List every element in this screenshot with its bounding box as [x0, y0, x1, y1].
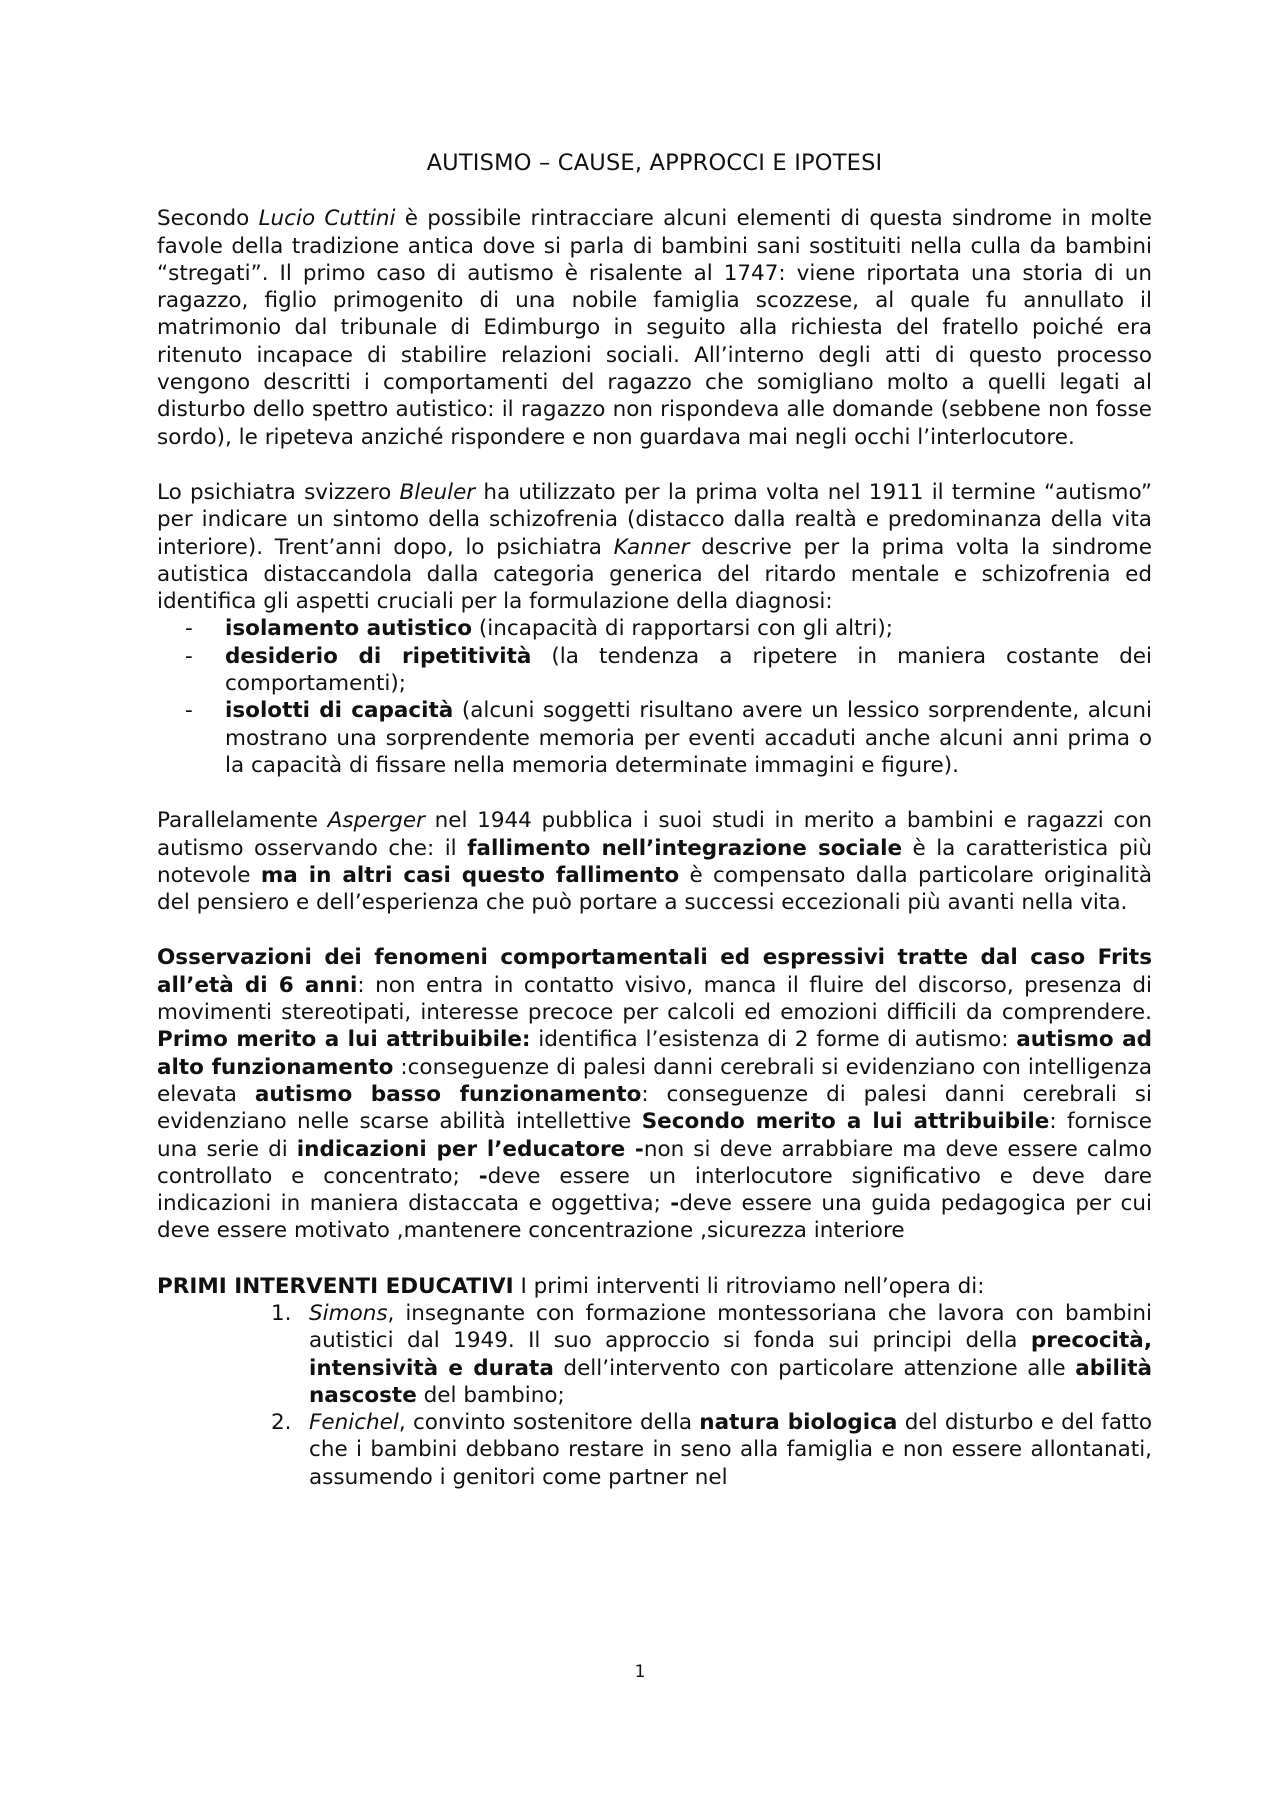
bold-term: - [670, 1191, 680, 1217]
text: I primi interventi li ritroviamo nell’opera di: [513, 1273, 985, 1299]
text: , insegnante con formazione montessoriana che lavora con bambini autistici dal 1949. Il suo approccio si fonda sui principi della [309, 1300, 1152, 1354]
author-name: Lucio Cuttini [258, 206, 396, 232]
text: : non entra in contatto visivo, manca il fluire del discorso, presenza di movimenti stereotipati, interesse precoce per calcoli ed emozioni difficili da comprendere. [157, 972, 1152, 1026]
list-item [157, 615, 1152, 642]
text: Secondo [157, 206, 259, 232]
bold-term: Osservazioni dei fenomeni comportamentali ed espressivi tratte dal caso Frits all’età di 6 anni [157, 945, 1152, 998]
page-number: 1 [634, 1662, 646, 1682]
text: è compensato dalla particolare originalità del pensiero e dell’esperienza che può portare a successi eccezionali più avanti nella vita. [157, 862, 1152, 916]
list-item [157, 697, 1152, 779]
list-item [157, 1300, 1152, 1409]
text: (alcuni soggetti risultano avere un lessico sorprendente, alcuni mostrano una sorprendente memoria per eventi accaduti anche alcuni anni prima o la capacità di fissare nella memoria determinate immagini e figure). [225, 698, 1152, 778]
text: ha utilizzato per la prima volta nel 1911 il termine “autismo” per indicare un sintomo della schizofrenia (distacco dalla realtà e predominanza della vita interiore). Trent’anni dopo, lo psichiatra [157, 479, 1153, 560]
text: , convinto sostenitore della [398, 1410, 700, 1436]
text: deve essere una guida pedagogica per cui deve essere motivato ,mantenere concentrazione ,sicurezza interiore [157, 1191, 1152, 1244]
number-marker: 2. [271, 1410, 292, 1436]
text: : fornisce una serie di [157, 1109, 1152, 1162]
text: (incapacità di rapportarsi con gli altri); [472, 616, 894, 642]
bold-term: Secondo merito a lui attribuibile [641, 1109, 1050, 1135]
bold-term: isolamento autistico [225, 616, 473, 642]
text: è la caratteristica più notevole [157, 835, 1152, 888]
bold-term: desiderio di ripetitività [225, 643, 532, 669]
text: del disturbo e del fatto che i bambini debbano restare in seno alla famiglia e non essere allontanati, assumendo i genitori come partner nel [309, 1410, 1153, 1490]
bold-term: - [478, 1163, 488, 1189]
list-item [157, 643, 1152, 698]
dash-marker: - [185, 616, 193, 642]
bold-term: ma in altri casi questo fallimento [260, 862, 680, 888]
bold-term: indicazioni per l’educatore - [296, 1136, 644, 1162]
text: non si deve arrabbiare ma deve essere calmo controllato e concentrato; [157, 1136, 1152, 1189]
paragraph-bleuler-kanner [157, 479, 1152, 615]
text: Lo psichiatra svizzero [157, 479, 400, 505]
text: identifica l’esistenza di 2 forme di autismo: [530, 1027, 1017, 1053]
text: del bambino; [416, 1382, 565, 1408]
author-name: Simons [309, 1300, 388, 1326]
text: : conseguenze di palesi danni cerebrali si evidenziano nelle scarse abilità intellettive [157, 1081, 1152, 1135]
section-heading: PRIMI INTERVENTI EDUCATIVI [157, 1273, 514, 1299]
text: descrive per la prima volta la sindrome autistica distaccandola dalla categoria generica del ritardo mentale e schizofrenia ed identifica gli aspetti cruciali per la formulazione della diagnosi: [157, 534, 1152, 615]
author-name: Kanner [613, 534, 690, 560]
bold-term: Primo merito a lui attribuibile: [157, 1027, 531, 1053]
dash-marker: - [185, 643, 193, 669]
dash-marker: - [185, 698, 193, 724]
document-title: AUTISMO – CAUSE, APPROCCI E IPOTESI [426, 150, 883, 176]
bold-term: autismo ad alto funzionamento [157, 1027, 1152, 1080]
text: :conseguenze di palesi danni cerebrali si evidenziano con intelligenza elevata [157, 1054, 1152, 1107]
list-item [157, 1409, 1152, 1491]
text: deve essere un interlocutore significativo e deve dare indicazioni in maniera distaccata e oggettiva; [157, 1163, 1152, 1217]
paragraph-primi-interventi [157, 1273, 1152, 1300]
author-name: Fenichel [309, 1410, 399, 1436]
number-marker: 1. [271, 1300, 292, 1326]
bold-term: autismo basso funzionamento [254, 1081, 642, 1107]
document-page [157, 150, 1152, 1491]
bold-term: abilità nascoste [309, 1355, 1152, 1408]
diagnosis-criteria-list [157, 615, 1152, 779]
bold-term: precocità, intensività e durata [309, 1328, 1152, 1381]
author-name: Asperger [327, 808, 425, 834]
text: nel 1944 pubblica i suoi studi in merito a bambini e ragazzi con autismo osservando che: il [157, 808, 1152, 861]
bold-term: fallimento nell’integrazione sociale [467, 835, 903, 861]
paragraph-asperger [157, 807, 1152, 916]
paragraph-frits-observations [157, 944, 1152, 1244]
bold-term: isolotti di capacità [225, 698, 454, 724]
educational-interventions-list [157, 1300, 1152, 1491]
text: è possibile rintracciare alcuni elementi di questa sindrome in molte favole della tradizione antica dove si parla di bambini sani sostituiti nella culla da bambini “stregati”. Il primo caso di autismo è risalente al 1747: viene riportata una storia di un ragazzo, figlio primogenito di una nobile famiglia scozzese, al quale fu annullato il matrimonio dal tribunale di Edimburgo in seguito alla richiesta del fratello poiché era ritenuto incapace di stabilire relazioni sociali. All’interno degli atti di questo processo vengono descritti i comportamenti del ragazzo che somigliano molto a quelli legati al disturbo dello spettro autistico: il ragazzo non rispondeva alle domande (sebbene non fosse sordo), le ripeteva anziché rispondere e non guardava mai negli occhi l’interlocutore. [157, 206, 1152, 450]
paragraph-cuttini [157, 205, 1152, 451]
text: dell’intervento con particolare attenzione alle [553, 1355, 1076, 1381]
author-name: Bleuler [399, 479, 476, 505]
text: (la tendenza a ripetere in maniera costante dei comportamenti); [225, 643, 1152, 697]
text: Parallelamente [157, 808, 328, 834]
bold-term: natura biologica [699, 1410, 898, 1436]
